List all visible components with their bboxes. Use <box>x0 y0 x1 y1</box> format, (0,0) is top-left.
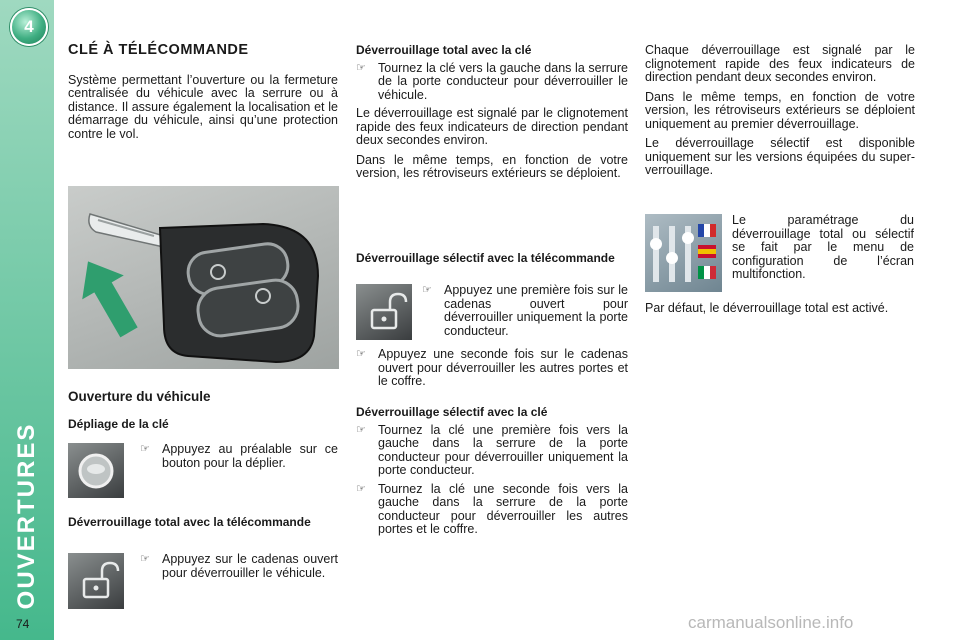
remote-key-photo <box>68 186 339 369</box>
configuration-note: Le paramétrage du déverrouillage total ou sélectif se fait par le menu de configuration de l’écran multifonction. <box>732 213 914 281</box>
remote-unlock-instruction: ☞ Appuyez sur le cadenas ouvert pour déverrouiller le véhicule. <box>140 552 338 580</box>
column-2: Déverrouillage total avec la clé ☞ Tournez la clé vers la gauche dans la serrure de la porte conducteur pour déverrouiller le véhicule. Le déverrouillage est signalé par le clignotement rapide des feux indicateurs de direction pendant deux secondes environ. Dans le même temps, en fonction de votre version, les rétroviseurs extérieurs se déploient. <box>356 43 628 180</box>
remote-unlock-section <box>68 516 340 534</box>
selective-remote-step-1: ☞ Appuyez une première fois sur le cadenas ouvert pour déverrouiller uniquement la porte conducteur. <box>422 283 628 338</box>
selective-key-section: Déverrouillage sélectif avec la clé ☞ Tournez la clé une première fois vers la gauche dans la serrure de la porte conducteur pour déverrouiller uniquement la porte conducteur. ☞ Tournez la clé une seconde fois vers la gauche dans la serrure de la porte conducteur pour déverrouiller les autres portes et le coffre. <box>356 405 628 536</box>
remote-key-illustration <box>68 186 339 369</box>
selective-remote-title: Déverrouillage sélectif avec la télécommande <box>356 251 615 265</box>
unfold-button-photo <box>68 443 124 498</box>
section-title: Ouverture du véhicule <box>68 389 211 404</box>
bullet-arrow-icon: ☞ <box>356 61 366 74</box>
column-3 <box>645 44 915 184</box>
unlock-button-photo <box>68 553 124 609</box>
key-unlock-para-2: Dans le même temps, en fonction de votre version, les rétroviseurs extérieurs se déploient. <box>356 152 628 180</box>
bullet-arrow-icon: ☞ <box>356 348 366 360</box>
unfold-button-icon <box>68 443 124 498</box>
settings-sliders-icon <box>645 214 722 292</box>
bullet-arrow-icon: ☞ <box>422 284 432 296</box>
chapter-sidebar <box>0 0 54 640</box>
chapter-title: OUVERTURES <box>13 422 40 610</box>
bullet-arrow-icon: ☞ <box>140 553 150 565</box>
open-padlock-icon <box>356 284 412 340</box>
selective-unlock-button-photo <box>356 284 412 340</box>
availability-para: Le déverrouillage sélectif est disponible uniquement sur les versions équipées du super-verrouillage. <box>645 136 915 177</box>
remote-unlock-title: Déverrouillage total avec la télécommande <box>68 515 311 529</box>
selective-key-title: Déverrouillage sélectif avec la clé <box>356 405 548 419</box>
key-unlock-para-1: Le déverrouillage est signalé par le clignotement rapide des feux indicateurs de direction pendant deux secondes environ. <box>356 106 628 147</box>
column-1-lower <box>68 390 340 435</box>
page-title: CLÉ À TÉLÉCOMMANDE <box>68 42 249 58</box>
bullet-arrow-icon: ☞ <box>140 443 150 455</box>
selective-remote-section <box>356 252 628 270</box>
configuration-menu-photo <box>645 214 722 292</box>
bullet-arrow-icon: ☞ <box>356 482 366 495</box>
bullet-arrow-icon: ☞ <box>356 423 366 436</box>
selective-remote-step-2: ☞ Appuyez une seconde fois sur le cadenas ouvert pour déverrouiller les autres portes et le coffre. <box>356 347 628 388</box>
open-padlock-icon <box>68 553 124 609</box>
unfold-title: Dépliage de la clé <box>68 416 169 431</box>
mirrors-para: Dans le même temps, en fonction de votre version, les rétroviseurs extérieurs se déploient uniquement au premier déverrouillage. <box>645 89 915 131</box>
watermark: carmanualsonline.info <box>688 613 854 632</box>
chapter-badge: 4 <box>10 8 48 46</box>
intro-text: Système permettant l’ouverture ou la fermeture centralisée du véhicule avec la serrure ou à distance. Il assure également la localisation et le démarrage du véhicule, ainsi qu’une protection contre le vol. <box>68 72 338 141</box>
signal-para: Chaque déverrouillage est signalé par le clignotement rapide des feux indicateurs de direction pendant deux secondes environ. <box>645 43 915 84</box>
unfold-instruction: ☞ Appuyez au préalable sur ce bouton pour la déplier. <box>140 442 338 470</box>
key-unlock-title: Déverrouillage total avec la clé <box>356 43 532 57</box>
page-number: 74 <box>16 617 30 631</box>
column-1 <box>68 44 338 147</box>
default-note: Par défaut, le déverrouillage total est activé. <box>645 301 889 315</box>
